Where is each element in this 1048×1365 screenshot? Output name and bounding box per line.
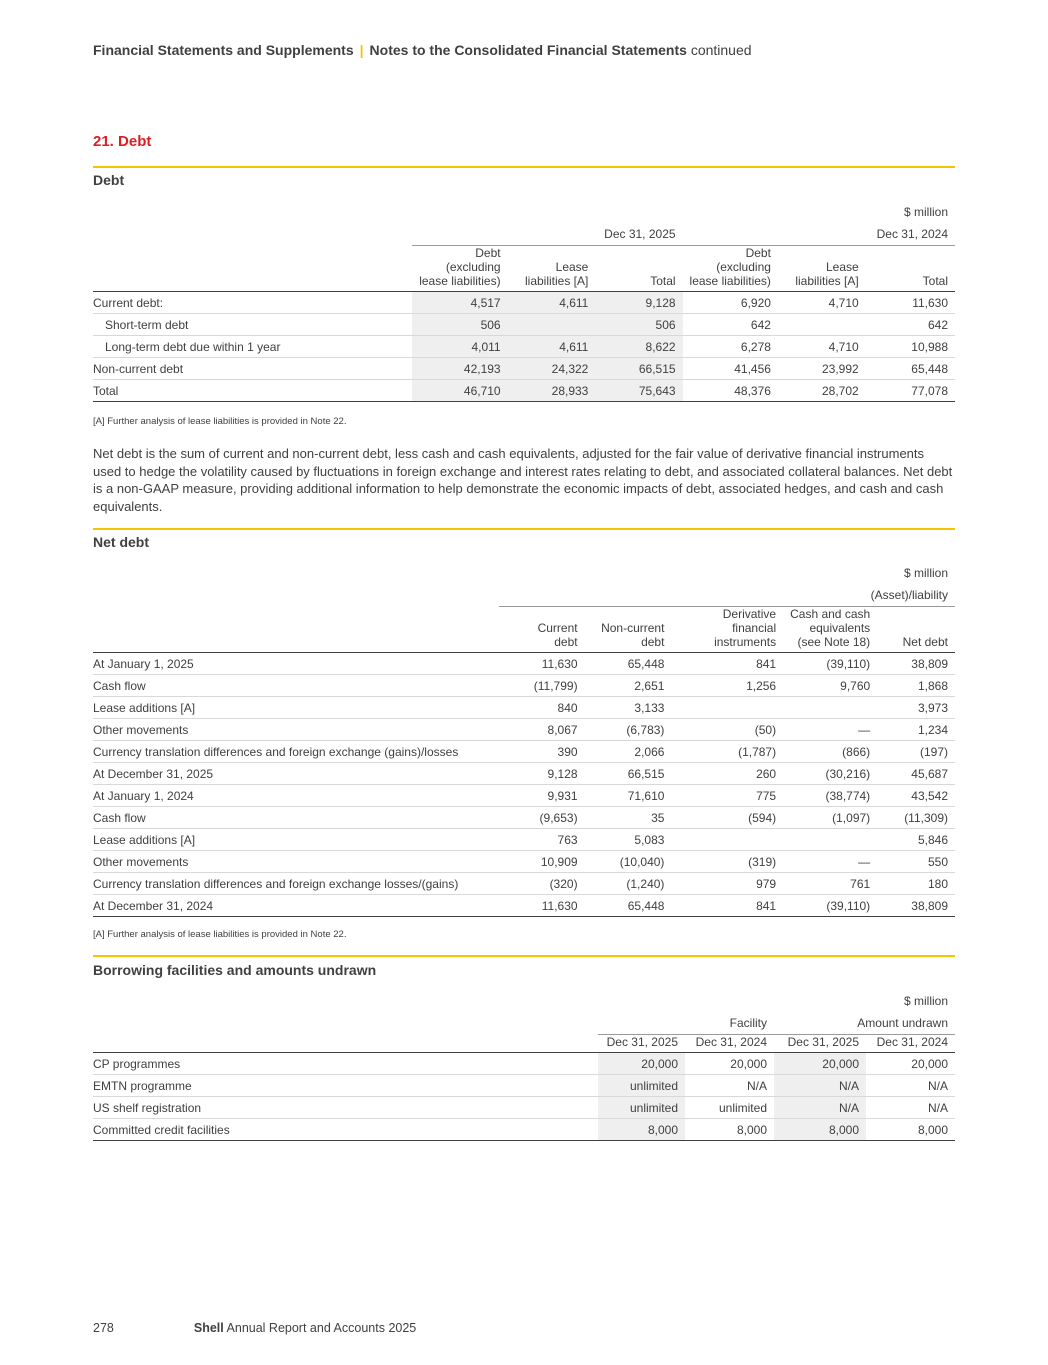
table-row: US shelf registration unlimited unlimited N/A N/A: [93, 1097, 955, 1119]
net-debt-table: [93, 562, 955, 917]
table-row: Total 46,710 28,933 75,643 48,376 28,702 77,078: [93, 380, 955, 402]
header-divider: |: [359, 42, 364, 58]
table-row: Long-term debt due within 1 year 4,011 4,611 8,622 6,278 4,710 10,988: [93, 336, 955, 358]
table-row: Cash flow (9,653) 35 (594) (1,097) (11,309): [93, 807, 955, 829]
header-section: Financial Statements and Supplements: [93, 42, 354, 58]
table-row: CP programmes 20,000 20,000 20,000 20,000: [93, 1053, 955, 1075]
column-header: Dec 31, 2024: [866, 1035, 955, 1053]
table-row: Non-current debt 42,193 24,322 66,515 41,456 23,992 65,448: [93, 358, 955, 380]
table-row: Currency translation differences and foreign exchange (gains)/losses 390 2,066 (1,787) (866) (197): [93, 741, 955, 763]
column-header: Dec 31, 2025: [598, 1035, 685, 1053]
net-debt-title: Net debt: [93, 534, 149, 550]
brand-name: Shell: [193, 1321, 224, 1335]
table-row: Currency translation differences and foreign exchange losses/(gains) (320) (1,240) 979 761 180: [93, 873, 955, 895]
section-divider: [93, 166, 955, 168]
footnote: [A] Further analysis of lease liabilities is provided in Note 22.: [93, 929, 347, 940]
group-header: Amount undrawn: [774, 1012, 955, 1035]
unit-label: $ million: [903, 994, 948, 1008]
table-row: EMTN programme unlimited N/A N/A N/A: [93, 1075, 955, 1097]
table-row: Short-term debt 506 506 642 642: [93, 314, 955, 336]
table-row: At December 31, 2024 11,630 65,448 841 (39,110) 38,809: [93, 895, 955, 917]
section-divider: [93, 955, 955, 957]
group-header: Dec 31, 2024: [683, 223, 955, 246]
section-divider: [93, 528, 955, 530]
group-header: (Asset)/liability: [499, 584, 955, 607]
column-header: Debt (excluding lease liabilities): [683, 246, 778, 292]
paragraph: Net debt is the sum of current and non-current debt, less cash and cash equivalents, adjusted for the fair value of derivative financial instruments used to hedge the volatility caused by fluctuations in foreign exchange and interest rates relating to debt, and associated collateral balances. Net debt is a non-GAAP measure, providing additional information to help demonstrate the economic impacts of debt, associated hedges, and cash and cash equivalents.: [93, 446, 953, 514]
running-header: [93, 42, 752, 58]
table-row: Other movements 8,067 (6,783) (50) — 1,234: [93, 719, 955, 741]
column-header: Dec 31, 2024: [685, 1035, 774, 1053]
table-row: At December 31, 2025 9,128 66,515 260 (30,216) 45,687: [93, 763, 955, 785]
group-header: Facility: [598, 1012, 774, 1035]
page-footer: [93, 1321, 416, 1335]
table-row: At January 1, 2025 11,630 65,448 841 (39,110) 38,809: [93, 653, 955, 675]
header-suffix: continued: [690, 42, 752, 58]
section-title: 21. Debt: [93, 133, 152, 150]
column-header: Cash and cash equivalents (see Note 18): [783, 607, 877, 653]
table-row: Cash flow (11,799) 2,651 1,256 9,760 1,868: [93, 675, 955, 697]
column-header: Net debt: [877, 607, 955, 653]
table-row: Current debt: 4,517 4,611 9,128 6,920 4,710 11,630: [93, 292, 955, 314]
group-header: Dec 31, 2025: [412, 223, 682, 246]
borrowing-table: [93, 990, 955, 1141]
footnote: [A] Further analysis of lease liabilities is provided in Note 22.: [93, 416, 347, 427]
table-row: Lease additions [A] 763 5,083 5,846: [93, 829, 955, 851]
table-row: Lease additions [A] 840 3,133 3,973: [93, 697, 955, 719]
unit-label: $ million: [903, 205, 948, 219]
column-header: Non-current debt: [585, 607, 672, 653]
table-row: Committed credit facilities 8,000 8,000 8,000 8,000: [93, 1119, 955, 1141]
column-header: Total: [595, 246, 682, 292]
debt-table: [93, 201, 955, 402]
report-name: Annual Report and Accounts 2025: [226, 1321, 417, 1335]
column-header: Derivative financial instruments: [671, 607, 783, 653]
debt-title: Debt: [93, 172, 125, 188]
header-title: Notes to the Consolidated Financial Statements: [369, 42, 687, 58]
page-number: 278: [93, 1321, 114, 1335]
column-header: Dec 31, 2025: [774, 1035, 866, 1053]
borrowing-title: Borrowing facilities and amounts undrawn: [93, 962, 377, 978]
column-header: Lease liabilities [A]: [508, 246, 596, 292]
column-header: Current debt: [499, 607, 585, 653]
column-header: Debt (excluding lease liabilities): [412, 246, 507, 292]
column-header: Total: [866, 246, 955, 292]
unit-label: $ million: [903, 566, 948, 580]
table-row: At January 1, 2024 9,931 71,610 775 (38,774) 43,542: [93, 785, 955, 807]
column-header: Lease liabilities [A]: [778, 246, 866, 292]
table-row: Other movements 10,909 (10,040) (319) — 550: [93, 851, 955, 873]
